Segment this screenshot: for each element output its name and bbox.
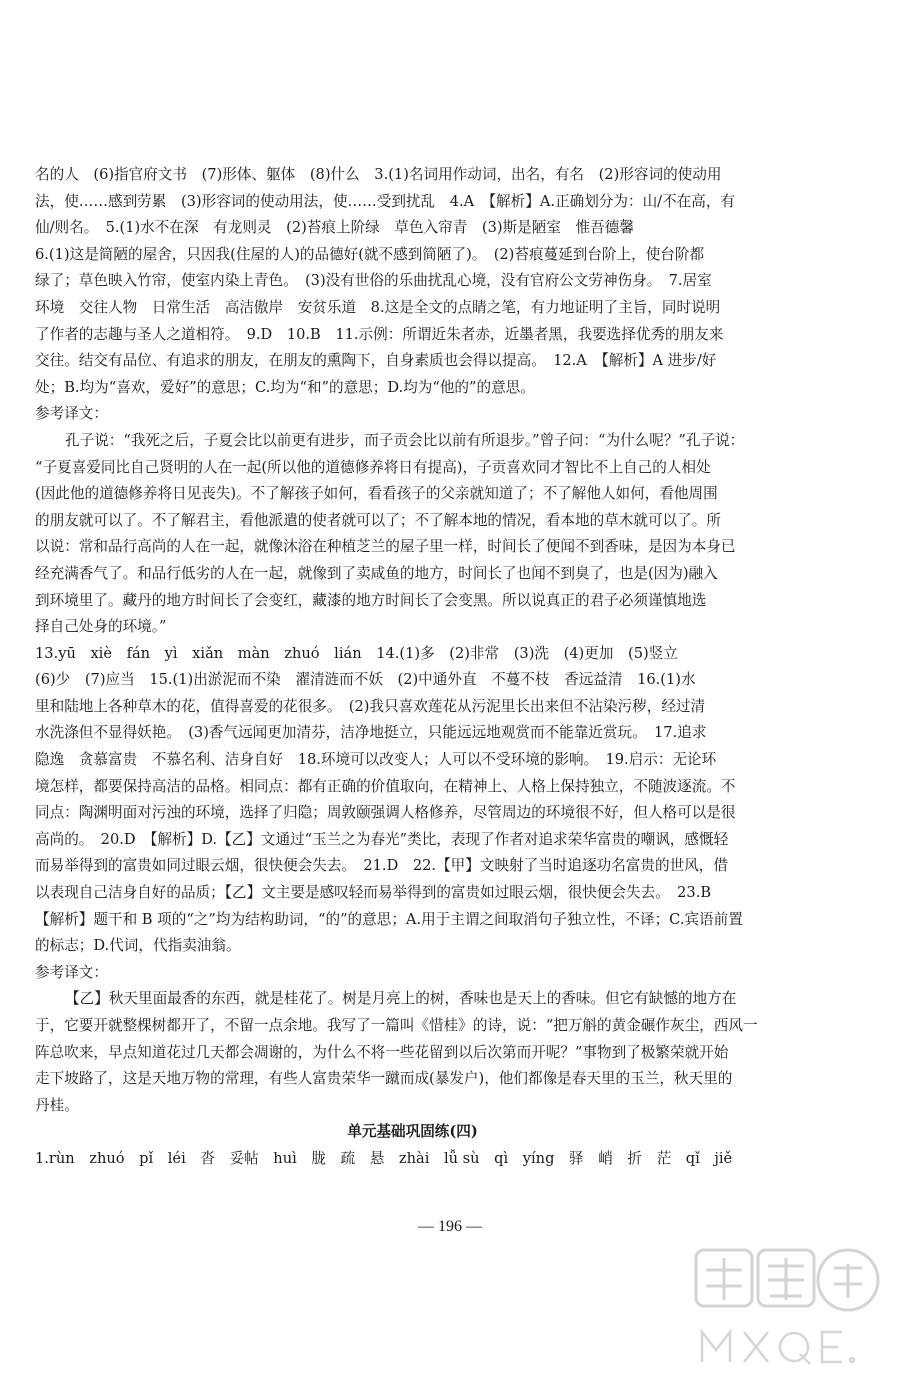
text-line: 高尚的。 20.D 【解析】D.【乙】文通过“玉兰之为春光”类比，表现了作者对追求荣华富贵的嘲讽，感慨轻 — [35, 830, 729, 848]
watermark-logo-icon — [688, 1240, 888, 1380]
section-heading: 参考译文： — [35, 963, 108, 981]
text-line: (6)少 (7)应当 15.(1)出淤泥而不染 濯清涟而不妖 (2)中通外直 不蔓不枝 香远益清 16.(1)水 — [35, 671, 696, 689]
text-line: 交往。结交有品位、有追求的朋友，在朋友的熏陶下，自身素质也会得以提高。 12.A 【解析】A 进步/好 — [35, 352, 717, 370]
text-line: 孔子说：“我死之后，子夏会比以前更有进步，而子贡会比以前有所退步。”曾子问：“为什么呢？”孔子说： — [65, 431, 745, 449]
text-line: 以说：常和品行高尚的人在一起，就像沐浴在种植芝兰的屋子里一样，时间长了便闻不到香味，是因为本身已 — [35, 538, 736, 556]
text-line: 绿了；草色映入竹帘，使室内染上青色。 (3)没有世俗的乐曲扰乱心境，没有官府公文劳神伤身。 7.居室 — [35, 272, 712, 290]
text-line: 走下坡路了，这是天地万物的常理，有些人富贵荣华一蹴而成(暴发户)，他们都像是春天里的玉兰，秋天里的 — [35, 1070, 733, 1088]
text-line: (因此他的道德修养将日见丧失)。不了解孩子如何，看看孩子的父亲就知道了；不了解他人如何，看他周围 — [35, 485, 718, 503]
text-line: 仙/则名。 5.(1)水不在深 有龙则灵 (2)苔痕上阶绿 草色入帘青 (3)斯是陋室 惟吾德馨 — [35, 219, 634, 237]
text-line: 【乙】秋天里面最香的东西，就是桂花了。树是月亮上的树，香味也是天上的香味。但它有缺憾的地方在 — [65, 990, 737, 1008]
text-line: 【解析】题干和 B 项的“之”均为结构助词，“的”的意思；A.用于主谓之间取消句子独立性，不译；C.宾语前置 — [35, 910, 743, 928]
text-line: 13.yū xiè fán yì xiǎn màn zhuó lián 14.(1)多 (2)非常 (3)洗 (4)更加 (5)竖立 — [35, 644, 678, 662]
page-number: — 196 — — [418, 1218, 482, 1235]
section-title: 单元基础巩固练(四) — [347, 1123, 478, 1141]
text-line: 于，它要开就整棵树都开了，不留一点余地。我写了一篇叫《惜桂》的诗，说：“把万斛的黄金碾作灰尘，西风一 — [35, 1017, 758, 1034]
text-line: 以表现自己洁身自好的品质；【乙】文主要是感叹轻而易举得到的富贵如过眼云烟，很快便会失去。 23.B — [35, 884, 712, 902]
text-line: 名的人 (6)指官府文书 (7)形体、躯体 (8)什么 3.(1)名词用作动词，出名，有名 (2)形容词的使动用 — [35, 166, 722, 183]
text-line: 的朋友就可以了。不了解君主，看他派遣的使者就可以了；不了解本地的情况，看本地的草木就可以了。所 — [35, 511, 721, 529]
text-line: 丹桂。 — [35, 1096, 79, 1114]
text-line: 到环境里了。藏丹的地方时间长了会变红，藏漆的地方时间长了会变黑。所以说真正的君子必须谨慎地选 — [35, 591, 707, 609]
text-line: 里和陆地上各种草木的花，值得喜爱的花很多。 (2)我只喜欢莲花从污泥里长出来但不沾染污秽，经过清 — [35, 697, 706, 715]
text-line: 6.(1)这是简陋的屋舍，只因我(住屋的人)的品德好(就不感到简陋了)。 (2)苔痕蔓延到台阶上，使台阶都 — [35, 245, 705, 263]
text-line: “子夏喜爱同比自己贤明的人在一起(所以他的道德修养将日有提高)，子贡喜欢同才智比不上自己的人相处 — [35, 458, 711, 476]
text-line: 经充满香气了。和品行低劣的人在一起，就像到了卖咸鱼的地方，时间长了也闻不到臭了，也是(因为)融入 — [35, 564, 718, 582]
section-heading: 参考译文： — [35, 405, 108, 423]
text-line: 1.rùn zhuó pǐ léi 沓 妥帖 huì 胧 疏 悬 zhài lǚ sù qì yíng 驿 峭 折 茫 qǐ jiě — [35, 1149, 733, 1167]
text-line: 环境 交往人物 日常生活 高洁傲岸 安贫乐道 8.这是全文的点睛之笔，有力地证明了主旨，同时说明 — [35, 298, 721, 316]
text-line: 了作者的志趣与圣人之道相符。 9.D 10.B 11.示例：所谓近朱者赤，近墨者黑，我要选择优秀的朋友来 — [35, 325, 724, 343]
text-line: 而易举得到的富贵如同过眼云烟，很快便会失去。 21.D 22.【甲】文映射了当时追逐功名富贵的世风，借 — [35, 857, 728, 875]
text-line: 水洗涤但不显得妖艳。 (3)香气远闻更加清芬，洁净地挺立，只能远远地观赏而不能靠近赏玩。 17.追求 — [35, 724, 707, 742]
text-line: 择自己处身的环境。” — [35, 618, 167, 636]
watermark-logo — [688, 1240, 888, 1380]
text-line: 同点：陶渊明面对污浊的环境，选择了归隐；周敦颐强调人格修养，尽管周边的环境很不好，但人格可以是很 — [35, 804, 736, 822]
document-body — [35, 162, 790, 1173]
text-line: 处；B.均为“喜欢，爱好”的意思；C.均为“和”的意思；D.均为“他的”的意思。 — [35, 378, 535, 396]
text-line: 的标志；D.代词，代指卖油翁。 — [35, 937, 241, 955]
text-line: 隐逸 贪慕富贵 不慕名利、洁身自好 18.环境可以改变人；人可以不受环境的影响。 19.启示：无论环 — [35, 751, 717, 769]
text-line: 阵总吹来，早点知道花过几天都会凋谢的，为什么不将一些花留到以后次第而开呢？”事物到了极繁荣就开始 — [35, 1043, 729, 1061]
text-line: 境怎样，都要保持高洁的品格。相同点：都有正确的价值取向，在精神上、人格上保持独立，不随波逐流。不 — [35, 777, 736, 795]
text-line: 法，使……感到劳累 (3)形容词的使动用法，使……受到扰乱 4.A 【解析】A.正确划分为：山/不在高，有 — [35, 192, 736, 210]
